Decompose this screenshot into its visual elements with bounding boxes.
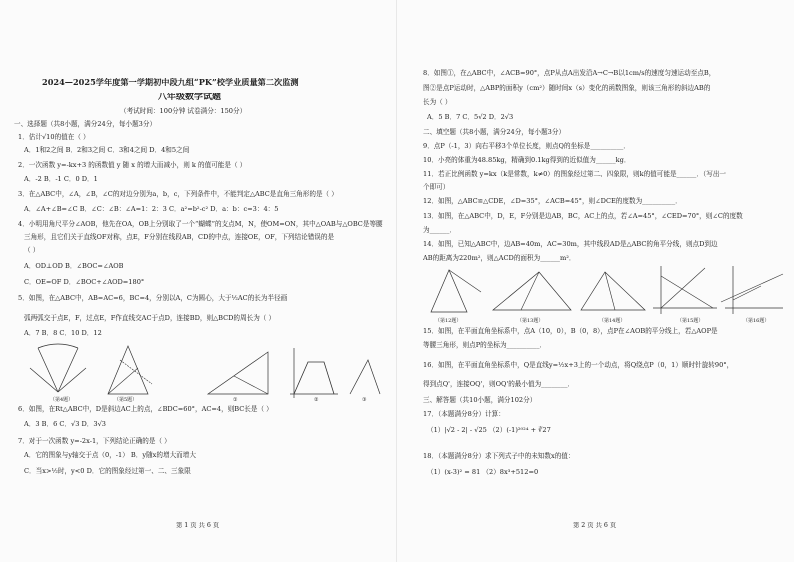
question-7: 7．对于一次函数 y=-2x-1，下列结论正确的是（ ）: [18, 437, 171, 445]
figure-q16: [721, 266, 783, 324]
figure-q12: [431, 270, 481, 324]
exam-header: 2024—2025学年度第一学期初中段九组“PK”校学业质量第二次监测: [42, 78, 299, 86]
question-1-options: A．1和2之间 B．2和3之间 C．3和4之间 D．4和5之间: [24, 146, 190, 154]
question-11: 11．若正比例函数 y=kx（k是常数，k≠0）的图象经过第二、四象限，则k的值可能是______．（写出一: [423, 170, 727, 178]
question-3: 3．在△ABC中，∠A，∠B，∠C的对边分别为a，b，c，下列条件中，不能判定△ABC是直角三角形的是（ ）: [18, 190, 338, 198]
question-15-cont: 等腰三角形，则点P的坐标为__________．: [423, 341, 547, 349]
question-5: 5．如图，在△ABC中，AB=AC=6，BC=4，分别以A，C为圆心，大于½AC的长为半径画: [18, 294, 288, 302]
question-7-options-ab: A．它的图象与y轴交于点（0，-1） B．y随x的增大而增大: [24, 451, 196, 459]
question-9: 9．点P（-1，3）向右平移3个单位长度，则点Q的坐标是__________．: [423, 142, 630, 150]
question-4-options-cd: C．OE=OF D．∠BOC+∠AOD=180°: [24, 278, 145, 286]
question-6-options: A．3 B．6 C．√3 D．3√3: [24, 420, 106, 428]
figure-label-q12: （第12题）: [435, 318, 462, 324]
question-16: 16．如图，在平面直角坐标系中，Q是直线y=½x+3上的一个动点，将Q绕点P（0，1）顺时针旋转90°，: [423, 361, 734, 369]
figure-q5: [108, 346, 152, 402]
section-heading-fill: 二、填空题（共8小题，满分24分，每小题3分）: [423, 128, 566, 136]
figure-label-q6: ①: [233, 397, 238, 402]
exam-note: （考试时间：100分钟 试卷满分：150分）: [120, 107, 247, 115]
question-4-cont: 三角形，且它们关于直线OF对称，点E，F分别在线段AB，CD的中点，连接OE，OF，下列结论错误的是: [24, 233, 335, 241]
question-7-options-cd: C．当x>½时，y<0 D．它的图象经过第一、二、三象限: [24, 467, 191, 475]
question-16-cont: 得到点Q'，连接OQ'，则OQ'的最小值为________．: [423, 380, 575, 388]
question-12: 12．如图，△ABC≌△CDE，∠D=35°，∠ACB=45°，则∠DCE的度数为__________．: [423, 197, 682, 205]
question-8-end: 长为（ ）: [423, 98, 452, 106]
question-10: 10．小亮的体重为48.85kg，精确到0.1kg得到的近似值为______kg．: [423, 156, 631, 164]
figure-extra: [350, 360, 380, 402]
question-17: 17．（本题满分8分）计算：: [423, 410, 505, 418]
figure-label-q16: （第16题）: [743, 318, 770, 324]
figure-label-q5: （第5题）: [114, 397, 138, 402]
question-18-parts: （1）(x-3)² = 81 （2）8x³+512=0: [427, 468, 539, 476]
figures-q4-q6: [28, 340, 388, 402]
figures-q12-q16: [421, 262, 787, 324]
figure-q6: [208, 352, 268, 402]
figure-label-q13: （第13题）: [517, 318, 544, 324]
question-3-options: A．∠A+∠B=∠C B．∠C：∠B：∠A=1：2：3 C．a²=b²-c² D．a：b：c=3：4：5: [24, 205, 279, 213]
figure-q14: [581, 272, 645, 324]
question-5-cont: 弧两弧交于点E，F，过点E，F作直线交AC于点D，连接BD，则△BCD的周长为（ ）: [24, 314, 276, 322]
question-15: 15．如图，在平面直角坐标系中，点A（10，0），B（0，8），点P在∠AOB的平分线上，若△AOP是: [423, 327, 718, 335]
question-18: 18．（本题满分8分）求下列式子中的未知数x的值：: [423, 452, 575, 460]
question-5-options: A．7 B．8 C．10 D．12: [24, 329, 102, 337]
question-8: 8．如图①，在△ABC中，∠ACB=90°，点P从点A出发沿A→C→B以1cm/s的速度匀速运动至点B，: [423, 69, 716, 77]
question-1: 1．估计√10的值在（ ）: [18, 133, 90, 141]
question-11-cont: 个即可）: [423, 183, 450, 191]
exam-page-2: [397, 0, 794, 562]
question-8-options: A．5 B．7 C．5√2 D．2√3: [427, 113, 514, 121]
question-17-parts: （1）|√2 - 2| - √25 （2）(-1)²⁰²⁴ + ∛27: [427, 426, 551, 434]
figure-label-graph: ②: [314, 397, 319, 402]
figure-label-q14: （第14题）: [599, 318, 626, 324]
question-2: 2．一次函数 y=-kx+3 的函数值 y 随 x 的增大而减小，则 k 的值可能是（ ）: [18, 161, 247, 169]
figure-label-q15: （第15题）: [677, 318, 704, 324]
question-14-cont: AB的距离为220m²，则△ACD的面积为______m²．: [423, 254, 576, 262]
figure-label-extra: ③: [362, 397, 367, 402]
section-heading-solve: 三、解答题（共10小题，满分102分）: [423, 396, 537, 404]
question-4: 4．小明用角尺平分∠AOB，他先在OA，OB上分别取了一个“蝴蝶”的支点M，N，使OM=ON，其中△OAB与△OBC是等腰: [18, 220, 383, 228]
question-14: 14．如图，已知△ABC中，边AB=40m，AC=30m，其中线段AD是△ABC的角平分线，则点D到边: [423, 240, 718, 248]
page-footer: 第 1 页 共 6 页: [176, 522, 220, 529]
question-4-paren: （ ）: [24, 246, 40, 254]
section-heading: 一、选择题（共8小题，满分24分，每小题3分）: [14, 120, 157, 128]
question-8-cont: 图②是点P运动时，△ABP的面积y（cm²）随时间x（s）变化的函数图象，则该三角形的斜边AB的: [423, 84, 711, 92]
figure-q8-graph: [290, 348, 338, 402]
figure-label-q4: （第4题）: [50, 397, 74, 402]
question-13-cont: 为______．: [423, 226, 456, 234]
question-2-options: A．-2 B．-1 C．0 D．1: [24, 175, 98, 183]
page-footer: 第 2 页 共 6 页: [573, 522, 617, 529]
figure-q4: [30, 344, 86, 402]
figure-q13: [493, 272, 571, 324]
page-title: 八年级数学试题: [158, 93, 222, 101]
question-6: 6．如图，在Rt△ABC中，D是斜边AC上的点，∠BDC=60°，AC=4，则BC长是（ ）: [18, 405, 273, 413]
figure-q15: [653, 266, 717, 324]
question-4-options-ab: A．OD⊥OD B．∠BOC=∠AOB: [24, 262, 124, 270]
question-13: 13．如图，在△ABC中，D，E，F分别是边AB，BC，AC上的点，若∠A=45°，∠CED=70°，则∠C的度数: [423, 212, 743, 220]
